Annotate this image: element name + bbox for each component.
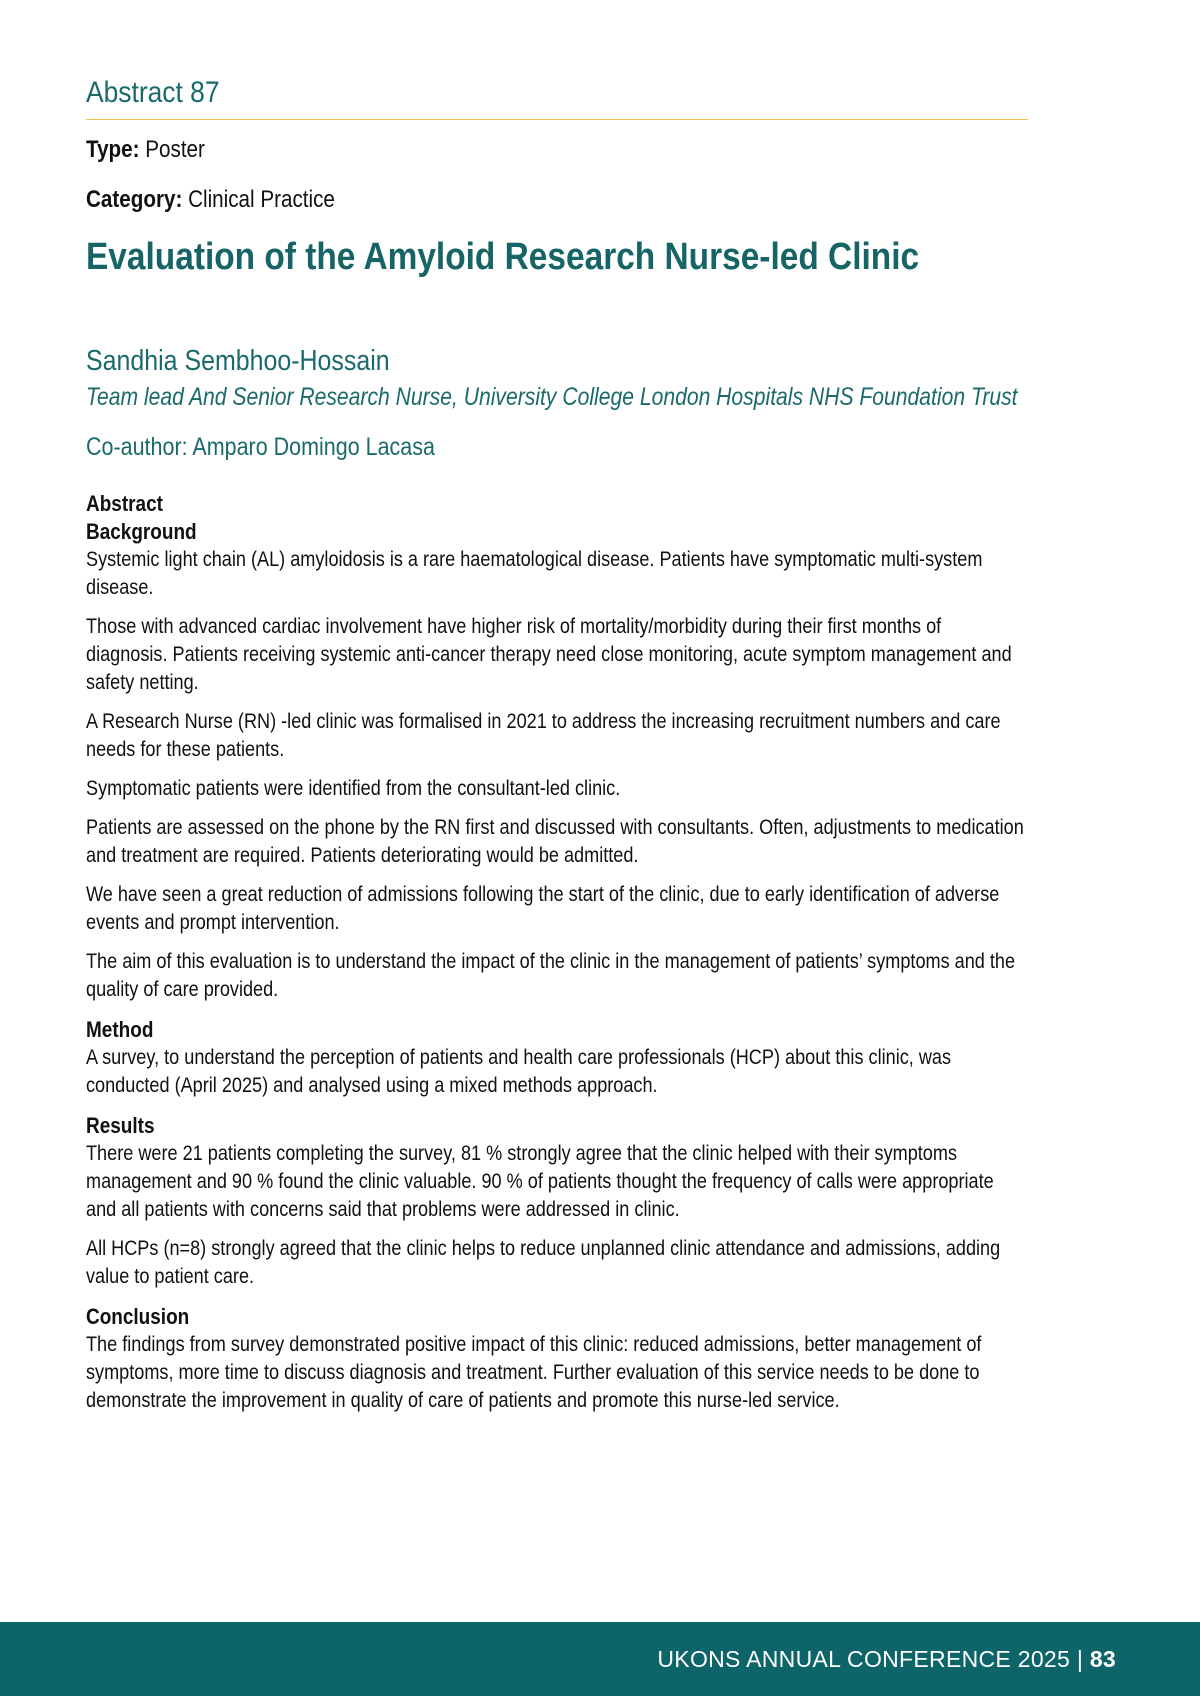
background-paragraph: Systemic light chain (AL) amyloidosis is a rare haematological disease. Patients have symptomatic multi-system disease. bbox=[86, 548, 983, 599]
abstract-title: Evaluation of the Amyloid Research Nurse-led Clinic bbox=[86, 236, 920, 278]
background-paragraph: Those with advanced cardiac involvement have higher risk of mortality/morbidity during their first months of diagnosis. Patients receiving systemic anti-cancer therapy need close monitoring, acute symptom management and safety netting. bbox=[86, 615, 1012, 694]
abstract-heading: Abstract bbox=[86, 491, 163, 516]
category-label: Category: bbox=[86, 186, 183, 213]
background-heading: Background bbox=[86, 519, 197, 544]
background-paragraph: We have seen a great reduction of admissions following the start of the clinic, due to early identification of adverse events and prompt intervention. bbox=[86, 883, 1000, 934]
footer-conference: UKONS ANNUAL CONFERENCE 2025 bbox=[657, 1646, 1071, 1672]
conclusion-paragraph: The findings from survey demonstrated positive impact of this clinic: reduced admissions, better management of symptoms, more time to discuss diagnosis and treatment. Further evaluation of this service needs to be done to demonstrate the improvement in quality of care of patients and promote this nurse-led service. bbox=[86, 1333, 982, 1412]
footer-text bbox=[657, 1646, 1116, 1673]
background-paragraph: The aim of this evaluation is to understand the impact of the clinic in the management of patients’ symptoms and the quality of care provided. bbox=[86, 950, 1016, 1001]
background-paragraph: Patients are assessed on the phone by the RN first and discussed with consultants. Often, adjustments to medication and treatment are required. Patients deteriorating would be admitted. bbox=[86, 816, 1024, 867]
abstract-body bbox=[86, 490, 1026, 1426]
background-paragraph: A Research Nurse (RN) -led clinic was formalised in 2021 to address the increasing recruitment numbers and care needs for these patients. bbox=[86, 710, 1001, 761]
coauthor: Co-author: Amparo Domingo Lacasa bbox=[86, 433, 435, 461]
results-heading: Results bbox=[86, 1113, 155, 1138]
conclusion-heading: Conclusion bbox=[86, 1304, 190, 1329]
author-name: Sandhia Sembhoo-Hossain bbox=[86, 345, 390, 377]
results-paragraph: There were 21 patients completing the survey, 81 % strongly agree that the clinic helped with their symptoms management and 90 % found the clinic valuable. 90 % of patients thought the frequency of calls were appropriate and all patients with concerns said that problems were addressed in clinic. bbox=[86, 1142, 994, 1221]
type-value: Poster bbox=[145, 136, 205, 163]
author-affiliation: Team lead And Senior Research Nurse, University College London Hospitals NHS Foundation Trust bbox=[86, 383, 1018, 411]
type-label: Type: bbox=[86, 136, 140, 163]
category-line bbox=[86, 186, 335, 214]
footer-separator: | bbox=[1076, 1646, 1084, 1672]
results-paragraph: All HCPs (n=8) strongly agreed that the clinic helps to reduce unplanned clinic attendance and admissions, adding value to patient care. bbox=[86, 1237, 1001, 1288]
type-line bbox=[86, 136, 205, 164]
method-paragraph: A survey, to understand the perception of patients and health care professionals (HCP) about this clinic, was conducted (April 2025) and analysed using a mixed methods approach. bbox=[86, 1046, 952, 1097]
abstract-number: Abstract 87 bbox=[86, 76, 220, 109]
header-rule bbox=[86, 119, 1028, 120]
page-number: 83 bbox=[1089, 1646, 1116, 1672]
method-heading: Method bbox=[86, 1017, 154, 1042]
background-paragraph: Symptomatic patients were identified from the consultant-led clinic. bbox=[86, 777, 621, 800]
page-footer bbox=[0, 1622, 1200, 1696]
category-value: Clinical Practice bbox=[188, 186, 335, 213]
